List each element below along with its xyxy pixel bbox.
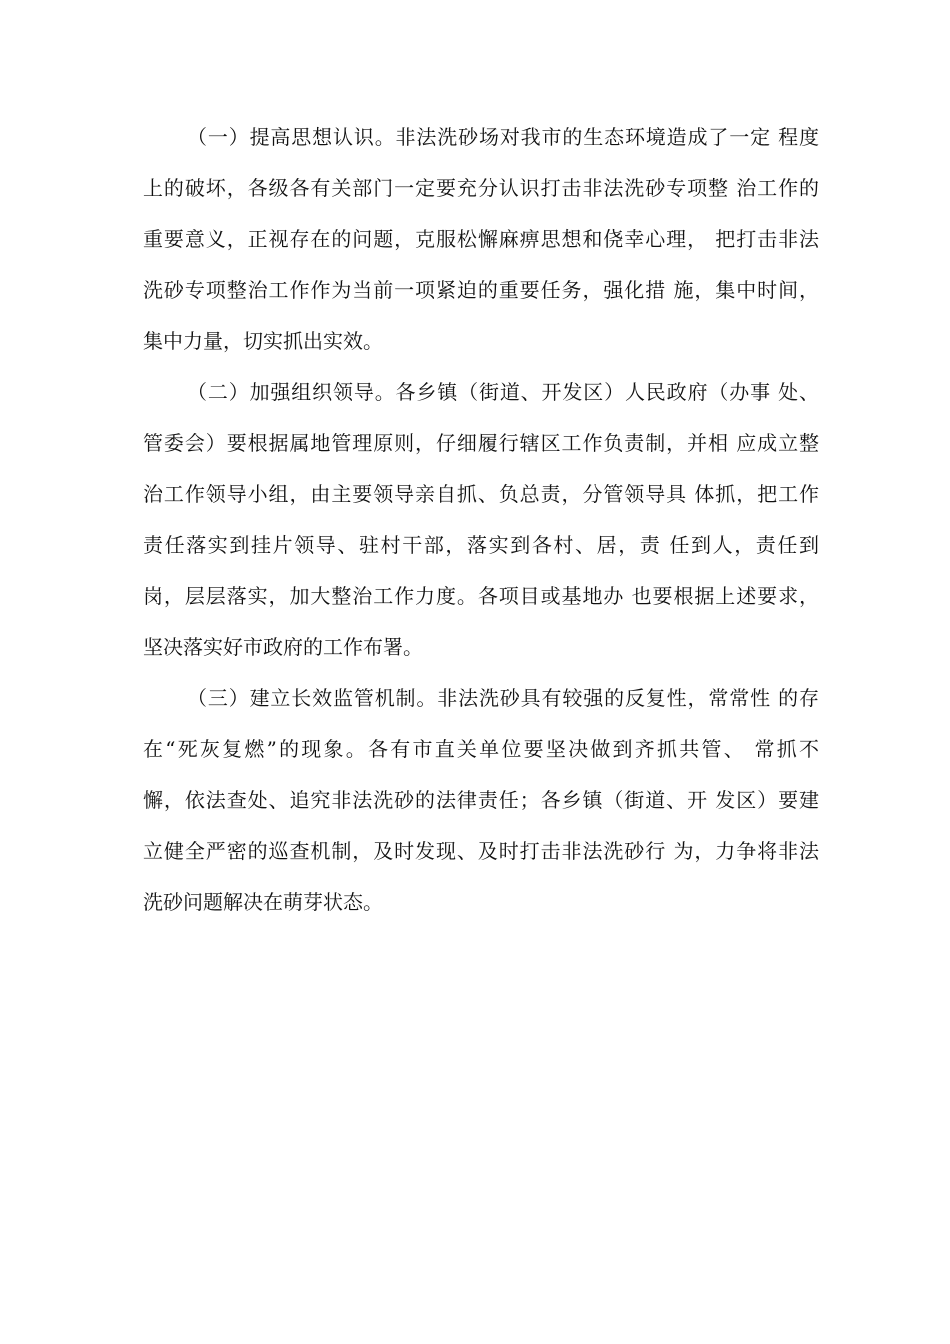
paragraph-2 xyxy=(143,367,819,673)
paragraph-line: 集中力量，切实抓出实效。 xyxy=(143,329,383,353)
paragraph-line: 洗砂专项整治工作作为当前一项紧迫的重要任务，强化措 施，集中时间， xyxy=(143,278,819,302)
paragraph-line: （三）建立长效监管机制。非法洗砂具有较强的反复性，常常性 的存 xyxy=(187,686,819,710)
paragraph-line: 洗砂问题解决在萌芽状态。 xyxy=(143,890,383,914)
paragraph-line: （一）提高思想认识。非法洗砂场对我市的生态环境造成了一定 程度 xyxy=(187,125,819,149)
paragraph-line: （二）加强组织领导。各乡镇（街道、开发区）人民政府（办事 处、 xyxy=(187,380,819,404)
document-body xyxy=(143,112,819,928)
paragraph-line: 上的破坏，各级各有关部门一定要充分认识打击非法洗砂专项整 治工作的 xyxy=(143,176,819,200)
paragraph-line: 管委会）要根据属地管理原则，仔细履行辖区工作负责制，并相 应成立整 xyxy=(143,431,819,455)
paragraph-line: 立健全严密的巡查机制，及时发现、及时打击非法洗砂行 为，力争将非法 xyxy=(143,839,819,863)
paragraph-3 xyxy=(143,673,819,928)
paragraph-line: 岗，层层落实，加大整治工作力度。各项目或基地办 也要根据上述要求， xyxy=(143,584,819,608)
paragraph-1 xyxy=(143,112,819,367)
paragraph-line: 坚决落实好市政府的工作布署。 xyxy=(143,635,423,659)
paragraph-line: 治工作领导小组，由主要领导亲自抓、负总责，分管领导具 体抓，把工作 xyxy=(143,482,819,506)
paragraph-line: 重要意义，正视存在的问题，克服松懈麻痹思想和侥幸心理， 把打击非法 xyxy=(143,227,819,251)
paragraph-line: 在“死灰复燃”的现象。各有市直关单位要坚决做到齐抓共管、 常抓不 xyxy=(143,737,819,761)
paragraph-line: 责任落实到挂片领导、驻村干部，落实到各村、居，责 任到人，责任到 xyxy=(143,533,819,557)
paragraph-line: 懈，依法查处、追究非法洗砂的法律责任；各乡镇（街道、开 发区）要建 xyxy=(143,788,819,812)
